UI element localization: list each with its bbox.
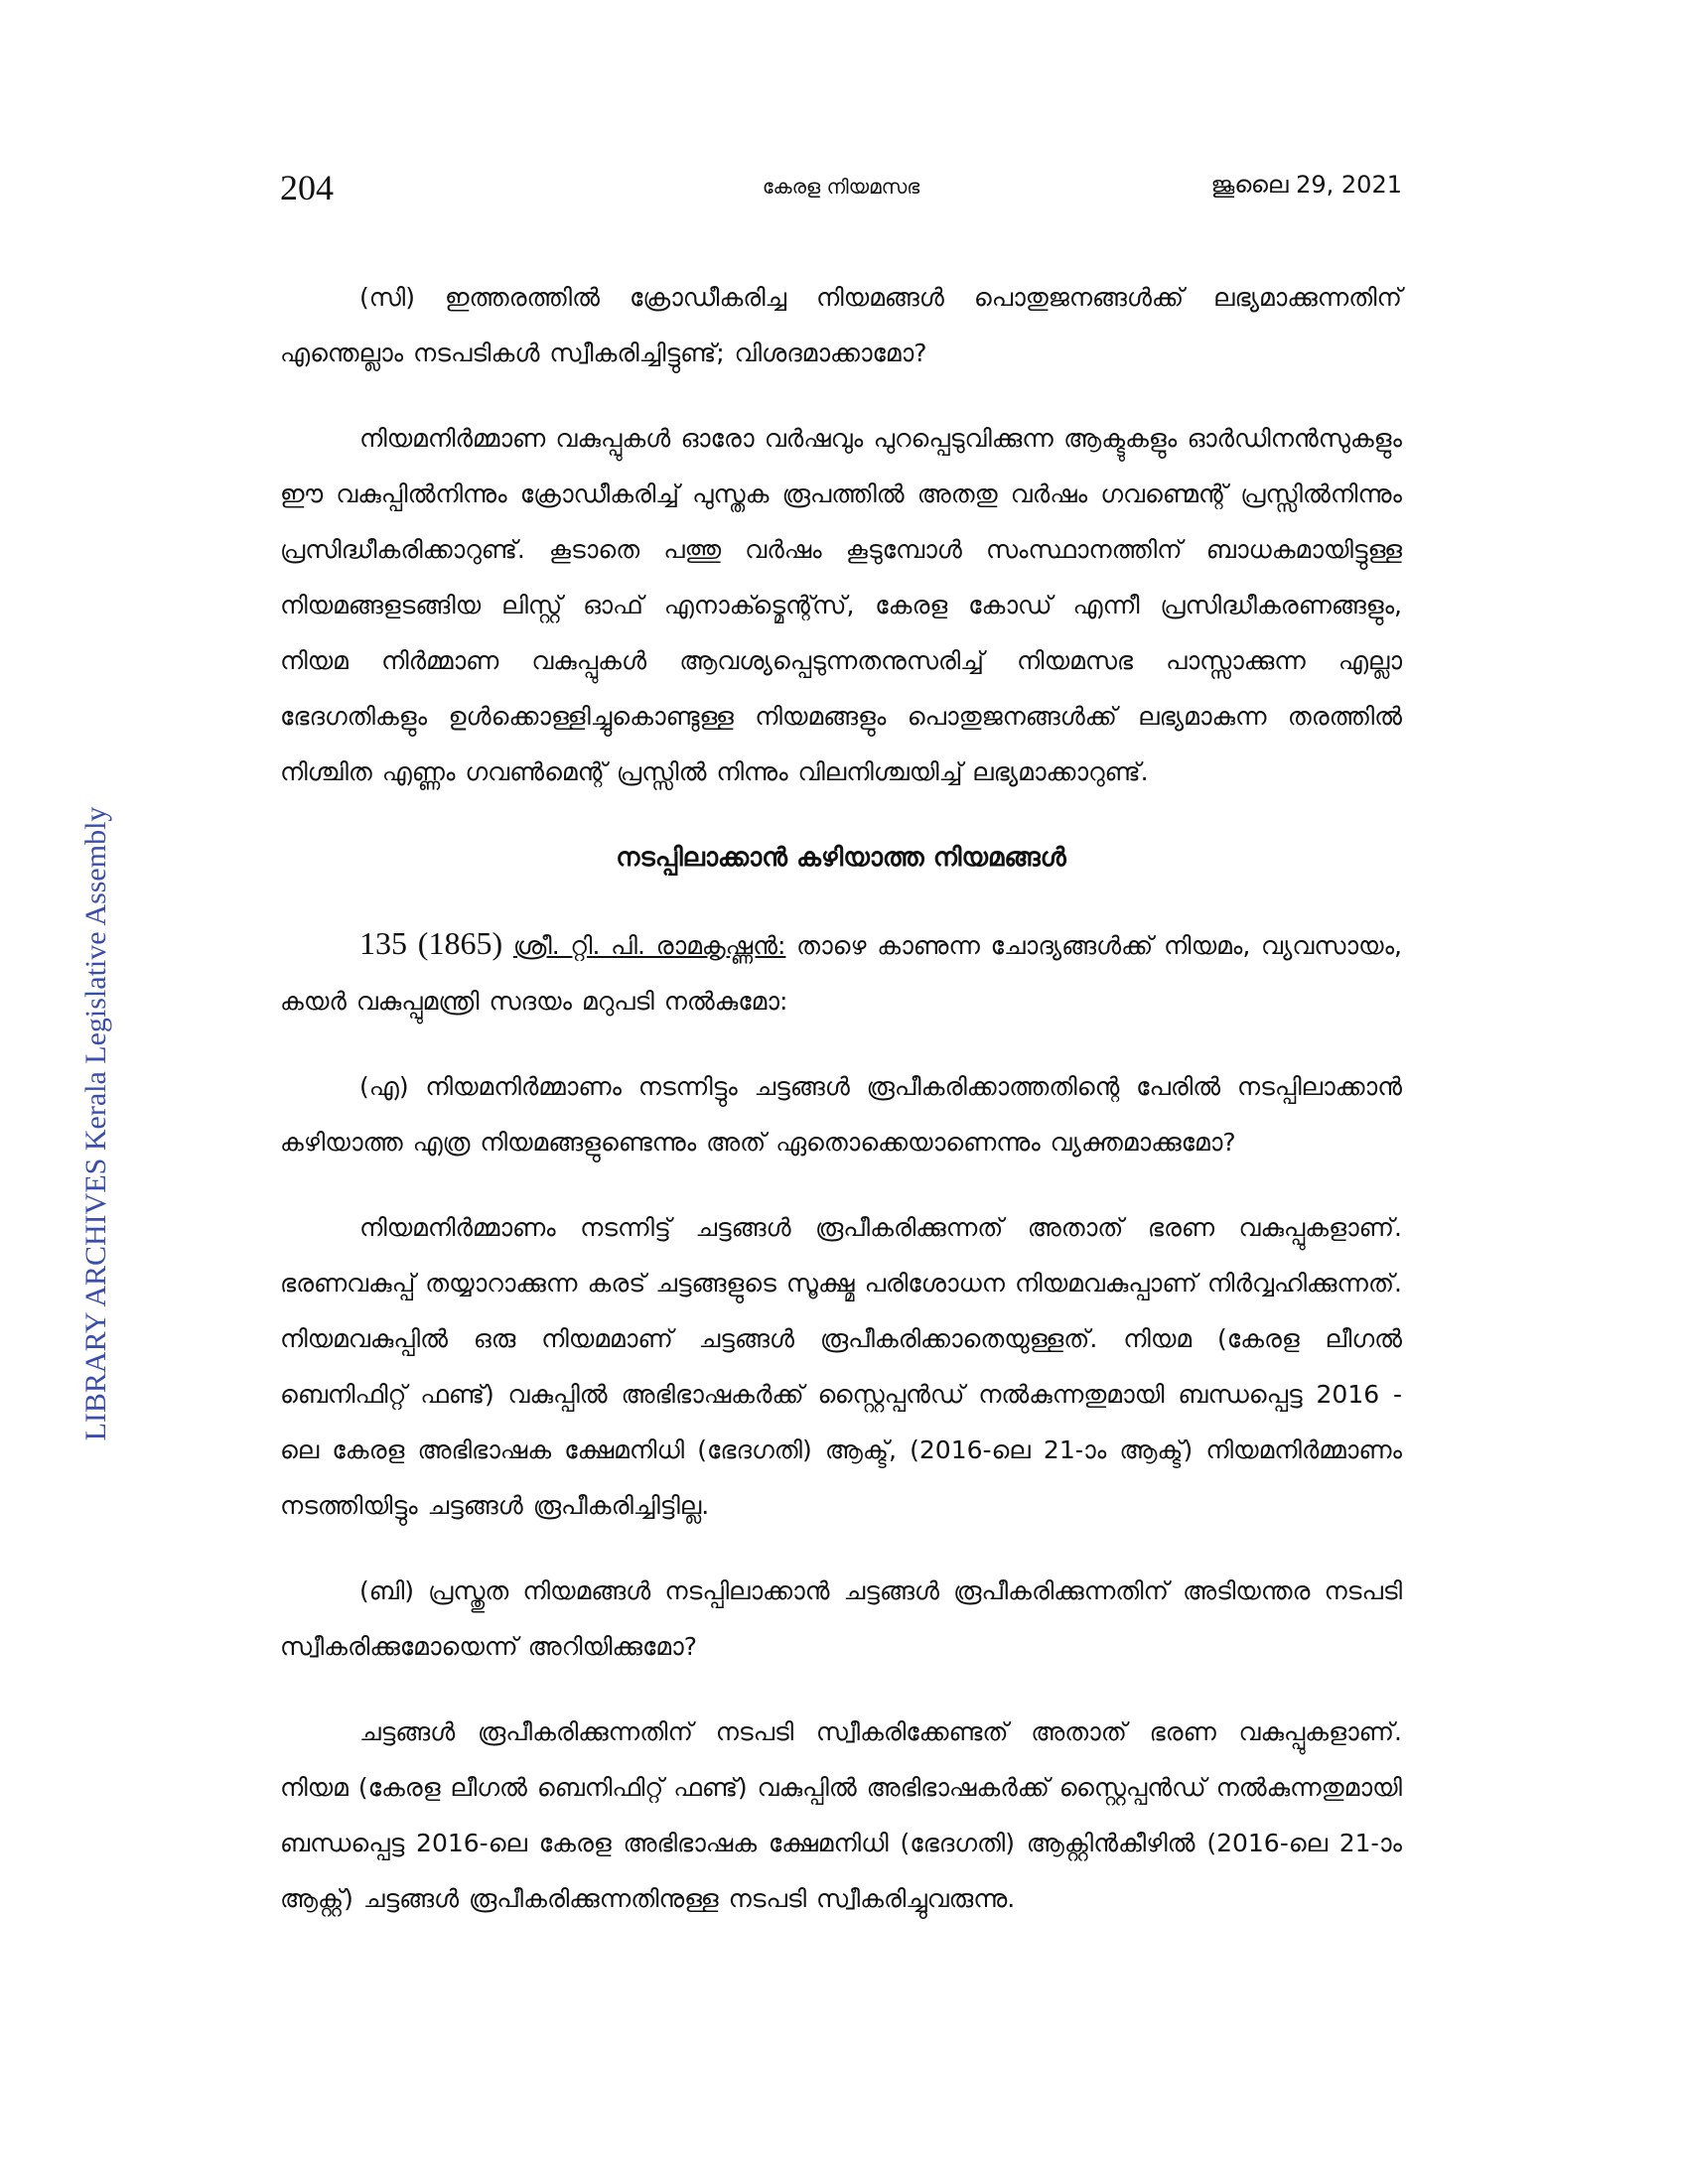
answer-b: ചട്ടങ്ങൾ രൂപീകരിക്കുന്നതിന് നടപടി സ്വീകരിക്കേണ്ടത് അതാത് ഭരണ വകുപ്പുകളാണ്. നിയമ (കേരള ലീഗൽ ബെനിഫിറ്റ് ഫണ്ട്) വകുപ്പിൽ അഭിഭാഷകർക്ക് സ്റ്റൈപ്പൻഡ് നൽകുന്നതുമായി ബന്ധപ്പെട്ട 2016-ലെ കേരള അഭിഭാഷക ക്ഷേമനിധി (ഭേദഗതി) ആക്റ്റിൻകീഴിൽ (2016-ലെ 21-ാം ആക്റ്റ്) ചട്ടങ്ങൾ രൂപീകരിക്കുന്നതിനുള്ള നടപടി സ്വീകരിച്ചുവരുന്നു. [280, 1717, 1402, 1913]
page-number: 204 [280, 168, 334, 207]
running-title: കേരള നിയമസഭ [762, 175, 920, 199]
question-intro-paragraph [280, 915, 1402, 1029]
question-c: (സി) ഇത്തരത്തിൽ ക്രോഡീകരിച്ച നിയമങ്ങൾ പൊതുജനങ്ങൾക്ക് ലഭ്യമാക്കുന്നതിന് എന്തെല്ലാം നടപടികൾ സ്വീകരിച്ചിട്ടുണ്ട്; വിശദമാക്കാമോ? [280, 283, 1402, 367]
section-heading: നടപ്പിലാക്കാൻ കഴിയാത്ത നിയമങ്ങൾ [616, 843, 1066, 873]
member-name: ശ്രീ. റ്റി. പി. രാമകൃഷ്ണൻ: [512, 931, 786, 960]
answer-a: നിയമനിർമ്മാണം നടന്നിട്ട് ചട്ടങ്ങൾ രൂപീകരിക്കുന്നത് അതാത് ഭരണ വകുപ്പുകളാണ്. ഭരണവകുപ്പ് തയ്യാറാക്കുന്ന കരട് ചട്ടങ്ങളുടെ സൂക്ഷ്മ പരിശോധന നിയമവകുപ്പാണ് നിർവ്വഹിക്കുന്നത്. നിയമവകുപ്പിൽ ഒരു നിയമമാണ് ചട്ടങ്ങൾ രൂപീകരിക്കാതെയുള്ളത്. നിയമ (കേരള ലീഗൽ ബെനിഫിറ്റ് ഫണ്ട്) വകുപ്പിൽ അഭിഭാഷകർക്ക് സ്റ്റൈപ്പൻഡ് നൽകുന്നതുമായി ബന്ധപ്പെട്ട 2016 - ലെ കേരള അഭിഭാഷക ക്ഷേമനിധി (ഭേദഗതി) ആക്ട്, (2016-ലെ 21-ാം ആക്ട്) നിയമനിർമ്മാണം നടത്തിയിട്ടും ചട്ടങ്ങൾ രൂപീകരിച്ചിട്ടില്ല. [280, 1213, 1402, 1520]
question-b: (ബി) പ്രസ്തുത നിയമങ്ങൾ നടപ്പിലാക്കാൻ ചട്ടങ്ങൾ രൂപീകരിക്കുന്നതിന് അടിയന്തര നടപടി സ്വീകരിക്കുമോയെന്ന് അറിയിക്കുമോ? [280, 1576, 1402, 1661]
page-date: ജൂലൈ 29, 2021 [1210, 171, 1402, 199]
page-header [280, 167, 1402, 206]
document-body [280, 270, 1402, 1957]
question-number: 135 (1865) [359, 925, 503, 961]
answer-c: നിയമനിർമ്മാണ വകുപ്പുകൾ ഓരോ വർഷവും പുറപ്പെടുവിക്കുന്ന ആക്ടുകളും ഓർഡിനൻസുകളും ഈ വകുപ്പിൽനിന്നും ക്രോഡീകരിച്ച് പുസ്തക രൂപത്തിൽ അതതു വർഷം ഗവണ്മെന്റ് പ്രസ്സിൽനിന്നും പ്രസിദ്ധീകരിക്കാറുണ്ട്. കൂടാതെ പത്തു വർഷം കൂടുമ്പോൾ സംസ്ഥാനത്തിന് ബാധകമായിട്ടുള്ള നിയമങ്ങളടങ്ങിയ ലിസ്റ്റ് ഓഫ് എനാക്ട്മെന്റ്സ്, കേരള കോഡ് എന്നീ പ്രസിദ്ധീകരണങ്ങളും, നിയമ നിർമ്മാണ വകുപ്പുകൾ ആവശ്യപ്പെടുന്നതനുസരിച്ച് നിയമസഭ പാസ്സാക്കുന്ന എല്ലാ ഭേദഗതികളും ഉൾക്കൊള്ളിച്ചുകൊണ്ടുള്ള നിയമങ്ങളും പൊതുജനങ്ങൾക്ക് ലഭ്യമാകുന്ന തരത്തിൽ നിശ്ചിത എണ്ണം ഗവൺമെന്റ് പ്രസ്സിൽ നിന്നും വിലനിശ്ചയിച്ച് ലഭ്യമാക്കാറുണ്ട്. [280, 424, 1402, 786]
question-a: (എ) നിയമനിർമ്മാണം നടന്നിട്ടും ചട്ടങ്ങൾ രൂപീകരിക്കാത്തതിന്റെ പേരിൽ നടപ്പിലാക്കാൻ കഴിയാത്ത എത്ര നിയമങ്ങളുണ്ടെന്നും അത് ഏതൊക്കെയാണെന്നും വ്യക്തമാക്കുമോ? [280, 1072, 1402, 1157]
question-intro: താഴെ കാണുന്ന ചോദ്യങ്ങൾക്ക് നിയമം, വ്യവസായം, കയർ വകുപ്പുമന്ത്രി സദയം മറുപടി നൽകുമോ: [280, 931, 1402, 1016]
archive-watermark: LIBRARY ARCHIVES Kerala Legislative Assembly [79, 806, 112, 1441]
